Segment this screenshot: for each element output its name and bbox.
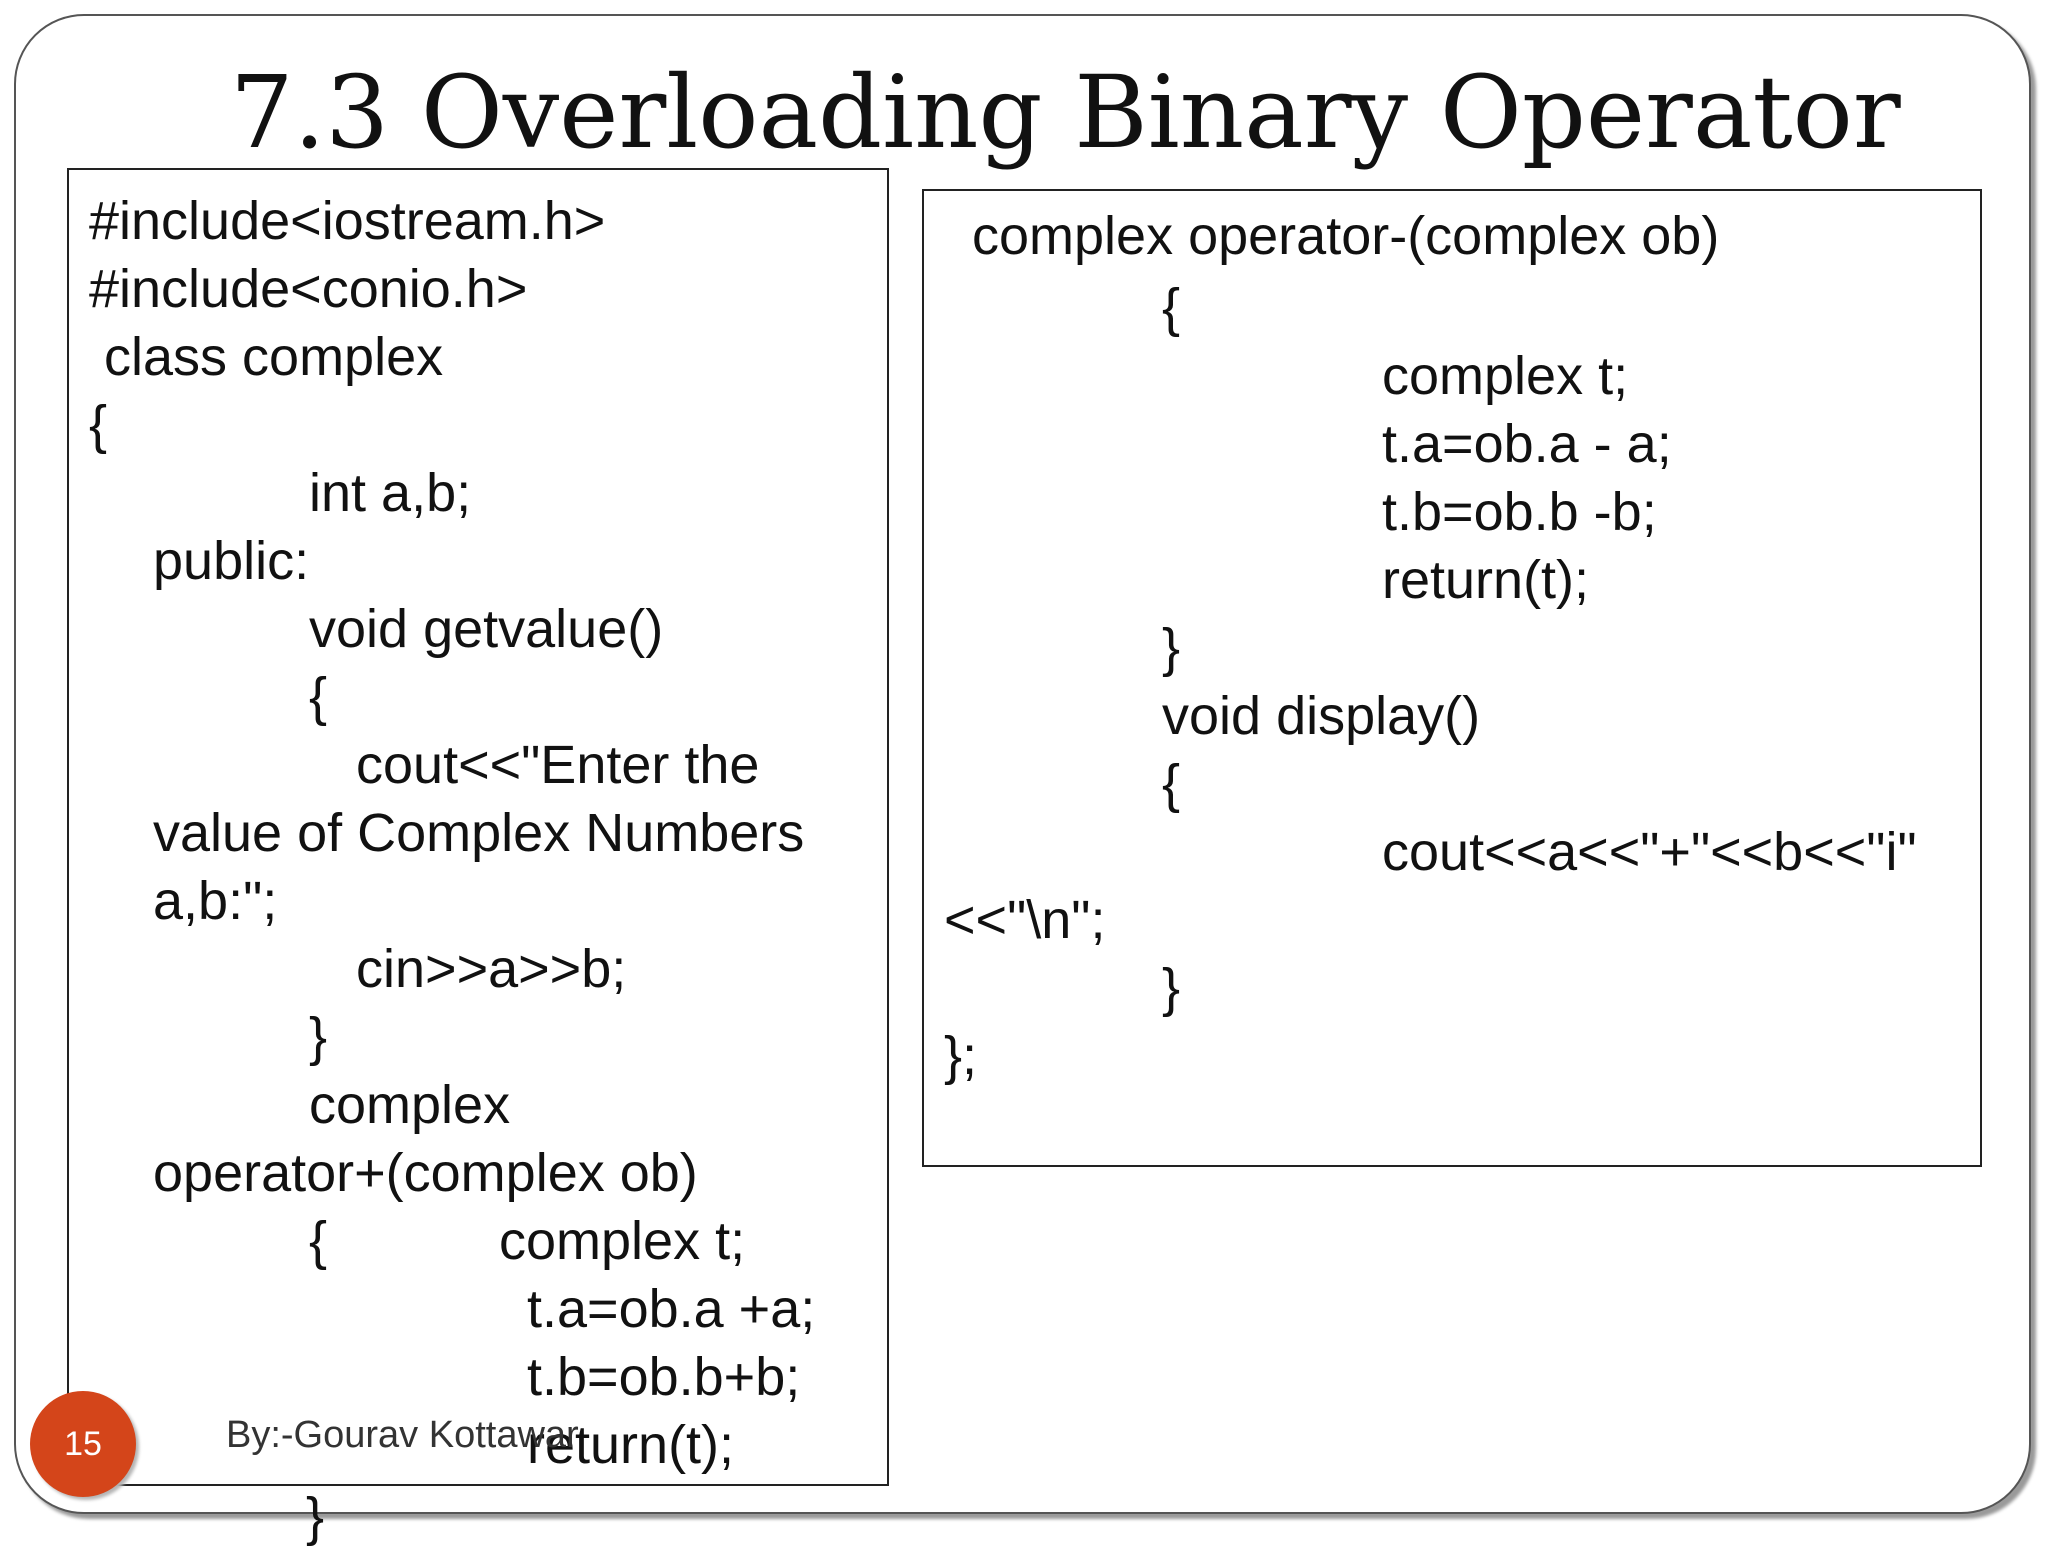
code-line: t.b=ob.b+b; — [527, 1347, 801, 1407]
code-block-right — [922, 189, 1982, 1167]
code-line: cout<<a<<"+"<<b<<"i" — [1382, 822, 1917, 882]
code-line: return(t); — [1382, 550, 1590, 610]
code-line: int a,b; — [309, 463, 472, 523]
code-line: } — [309, 1007, 328, 1067]
code-line: value of Complex Numbers — [153, 803, 805, 863]
code-line: { — [1162, 278, 1181, 338]
code-line: operator+(complex ob) — [153, 1143, 698, 1203]
code-line: a,b:"; — [153, 871, 278, 931]
code-line: complex — [309, 1075, 511, 1135]
code-line: } — [1162, 618, 1181, 678]
slide-title: 7.3 Overloading Binary Operator — [230, 54, 1901, 171]
code-line: complex t; — [499, 1211, 746, 1271]
code-line: t.b=ob.b -b; — [1382, 482, 1657, 542]
code-block-left — [67, 168, 889, 1486]
code-line: void display() — [1162, 686, 1481, 746]
page-number-badge: 15 — [30, 1391, 136, 1497]
code-line: public: — [153, 531, 310, 591]
code-line: } — [1162, 958, 1181, 1018]
code-line: cout<<"Enter the — [356, 735, 760, 795]
code-line: { — [1162, 754, 1181, 814]
code-line-overflow: } — [306, 1487, 325, 1547]
code-line: <<"\n"; — [944, 890, 1106, 950]
code-line: }; — [944, 1026, 978, 1086]
code-line: t.a=ob.a - a; — [1382, 414, 1672, 474]
code-line: cin>>a>>b; — [356, 939, 627, 999]
code-line: t.a=ob.a +a; — [527, 1279, 816, 1339]
code-line: { — [89, 395, 108, 455]
code-line: { — [309, 1211, 328, 1271]
code-line: class complex — [89, 327, 444, 387]
code-line: return(t); — [527, 1415, 735, 1475]
code-line: complex t; — [1382, 346, 1629, 406]
code-line: #include<conio.h> — [89, 259, 528, 319]
author-footer: By:-Gourav Kottawar — [226, 1414, 579, 1456]
code-line: void getvalue() — [309, 599, 664, 659]
code-line: #include<iostream.h> — [89, 191, 606, 251]
code-line: { — [309, 667, 328, 727]
code-line: complex operator-(complex ob) — [972, 206, 1720, 266]
